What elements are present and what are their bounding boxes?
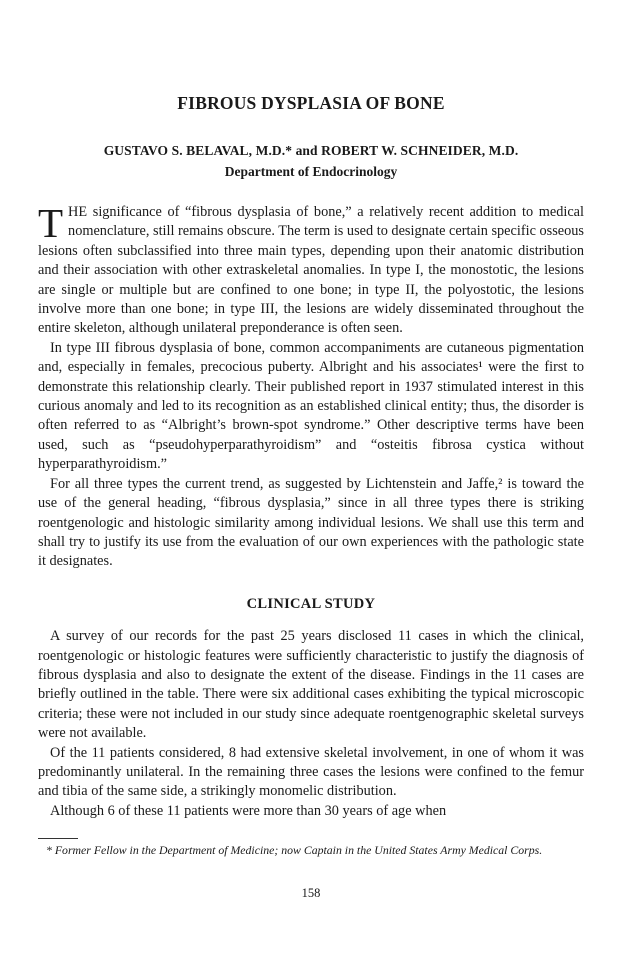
clinical-paragraph-1: A survey of our records for the past 25 years disclosed 11 cases in which the clinical, roentgenologic or histologic features were sufficiently characteristic to justify the diagnosis of fibrous dysplasia and also to designate the extent of the disease. Findings in the 11 cases are briefly outlined in the table. There were six additional cases exhibiting the typical microscopic criteria; these were not included in our study since adequate roentgenographic skeletal surveys were not available. <box>38 628 584 742</box>
intro-paragraph-3: For all three types the current trend, as suggested by Lichtenstein and Jaffe,² is toward the use of the general heading, “fibrous dysplasia,” since in all three types there is striking roentgenologic and histologic similarity among individual lesions. We shall use this term and shall try to justify its use from the evaluation of our own experiences with the pathologic state it designates. <box>38 475 584 570</box>
article-department: Department of Endocrinology <box>224 164 398 179</box>
section-heading-clinical-study: CLINICAL STUDY <box>246 595 376 612</box>
intro-paragraph-2: In type III fibrous dysplasia of bone, common accompaniments are cutaneous pigmentation and, especially in females, precocious puberty. Albright and his associates¹ were the first to demonstrate this relationship clearly. Their published report in 1937 stimulated interest in this curious anomaly and led to its recognition as an established clinical entity; thus, the disorder is often referred to as “Albright’s brown-spot syndrome.” Other descriptive terms have been used, such as “pseudohyperparathyroidism” and “osteitis fibrosa cystica without hyperparathyroidism.” <box>38 339 584 473</box>
intro-paragraph-1 <box>38 200 584 339</box>
clinical-paragraph-3: Although 6 of these 11 patients were more than 30 years of age when <box>50 802 447 819</box>
footnote: * Former Fellow in the Department of Medicine; now Captain in the United States Army Medical Corps. <box>46 843 543 857</box>
clinical-paragraph-2: Of the 11 patients considered, 8 had extensive skeletal involvement, in one of whom it was predominantly unilateral. In the remaining three cases the lesions were confined to the femur and tibia of the same side, a strikingly monomelic distribution. <box>38 744 584 800</box>
footnote-rule <box>38 838 78 839</box>
intro-paragraph-1-text: HE significance of “fibrous dysplasia of bone,” a relatively recent addition to medical nomenclature, still remains obscure. The term is used to designate certain specific osseous lesions often subclassified into three main types, depending upon their anatomic distribution and their association with other extraskeletal anomalies. In type I, the monostotic, the lesions are single or multiple but are confined to one bone; in type II, the polyostotic, the lesions involve more than one bone; in type III, the lesions are widely disseminated throughout the entire skeleton, although unilateral preponderance is often seen. <box>38 204 584 337</box>
article-title: FIBROUS DYSPLASIA OF BONE <box>177 93 445 113</box>
article-body <box>38 200 584 821</box>
drop-cap: T <box>38 200 64 246</box>
article-authors: GUSTAVO S. BELAVAL, M.D.* and ROBERT W. SCHNEIDER, M.D. <box>103 143 519 158</box>
page-number: 158 <box>301 886 321 900</box>
